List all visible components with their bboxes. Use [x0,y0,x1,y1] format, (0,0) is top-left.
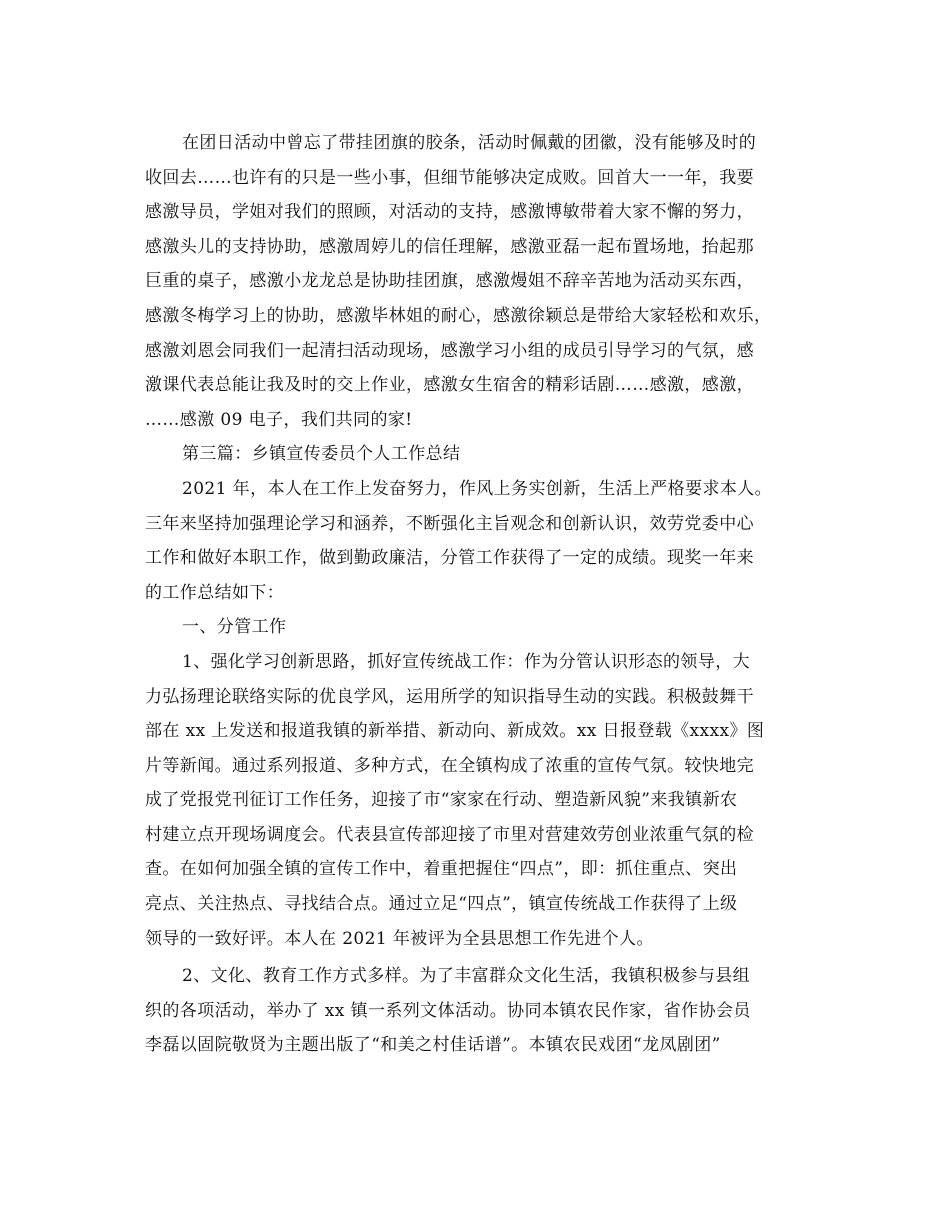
text-line: 力弘扬理论联络实际的优良学风，运用所学的知识指导生动的实践。积极鼓舞干 [145,686,754,707]
text-line: 2021 年，本人在工作上发奋努力，作风上务实创新，生活上严格要求本人。 [182,478,773,499]
text-line: 收回去……也许有的只是一些小事，但细节能够决定成败。回首大一一年，我要 [145,167,754,188]
text-line: 巨重的桌子，感激小龙龙总是协助挂团旗，感激熳姐不辞辛苦地为活动买东西， [145,271,754,292]
text-line: 感激头儿的支持协助，感激周婷儿的信任理解，感激亚磊一起布置场地，抬起那 [145,236,754,257]
subsection-heading: 一、分管工作 [182,617,287,638]
text-line: 领导的一致好评。本人在 2021 年被评为全县思想工作先进个人。 [145,928,654,949]
text-line: 在团日活动中曾忘了带挂团旗的胶条，活动时佩戴的团徽，没有能够及时的 [182,133,757,153]
text-line: 片等新闻。通过系列报道、多种方式，在全镇构成了浓重的宣传气氛。较快地完 [145,755,754,776]
text-line: 激课代表总能让我及时的交上作业，感激女生宿舍的精彩话剧……感激，感激， [145,375,754,396]
text-line: 感激刘恩会同我们一起清扫活动现场，感激学习小组的成员引导学习的气氛，感 [145,340,754,361]
text-line: 查。在如何加强全镇的宣传工作中，着重把握住“四点”，即：抓住重点、突出 [145,859,738,880]
text-line: 三年来坚持加强理论学习和涵养，不断强化主旨观念和创新认识，效劳党委中心 [145,513,754,534]
text-line: 工作和做好本职工作，做到勤政廉洁，分管工作获得了一定的成绩。现奖一年来 [145,548,754,569]
text-line: 织的各项活动，举办了 xx 镇一系列文体活动。协同本镇农民作家，省作协会员 [145,1000,751,1021]
text-line: 村建立点开现场调度会。代表县宣传部迎接了市里对营建效劳创业浓重气氛的检 [145,824,754,845]
text-line: 的工作总结如下： [145,582,285,603]
text-line: 感激冬梅学习上的协助，感激毕林姐的耐心，感激徐颖总是带给大家轻松和欢乐， [145,305,772,326]
text-line: 亮点、关注热点、寻找结合点。通过立足“四点”，镇宣传统战工作获得了上级 [145,894,738,915]
text-line: ……感激 09 电子，我们共同的家! [145,409,413,430]
text-line: 成了党报党刊征订工作任务，迎接了市“家家在行动、塑造新风貌”来我镇新农 [145,790,738,811]
text-line: 感激导员，学姐对我们的照顾，对活动的支持，感激博敏带着大家不懈的努力， [145,202,754,223]
text-line: 部在 xx 上发送和报道我镇的新举措、新动向、新成效。xx 日报登载《xxxx》图 [145,721,765,742]
document-body [145,126,805,1063]
section-heading: 第三篇：乡镇宣传委员个人工作总结 [182,444,461,465]
text-line: 李磊以固院敬贤为主题出版了“和美之村佳话谱”。本镇农民戏团“龙凤剧团” [145,1035,721,1056]
text-line: 1、强化学习创新思路，抓好宣传统战工作：作为分管认识形态的领导，大 [182,651,751,672]
text-line: 2、文化、教育工作方式多样。为了丰富群众文化生活，我镇积极参与县组 [182,966,751,987]
